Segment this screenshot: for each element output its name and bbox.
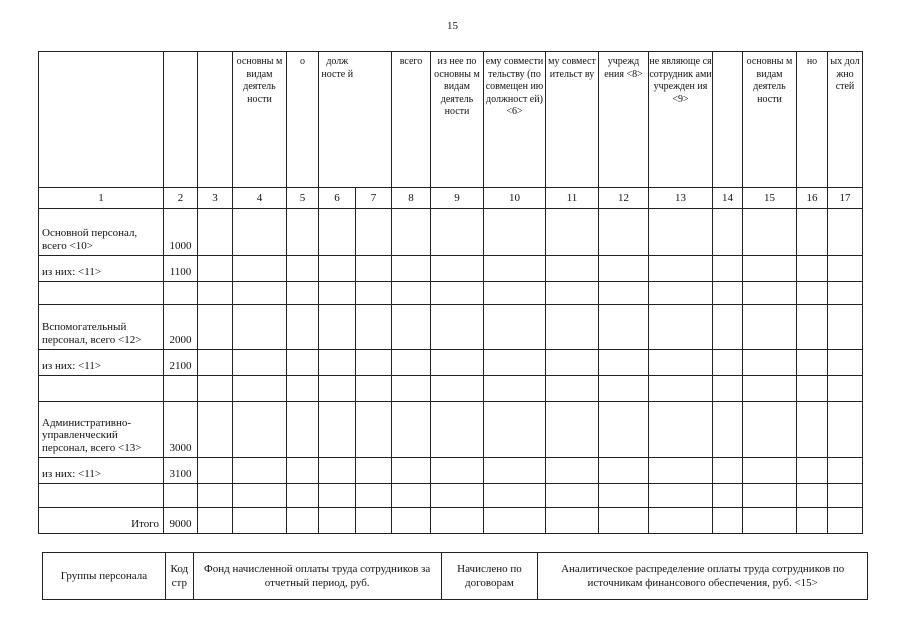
next-table-header-row bbox=[43, 553, 868, 600]
row-label-main-total: Основной персонал, всего <10> bbox=[39, 209, 164, 256]
header-cell-14 bbox=[713, 52, 743, 188]
row-code: 9000 bbox=[164, 508, 198, 534]
column-number: 1 bbox=[39, 188, 164, 209]
table-row bbox=[39, 282, 863, 305]
table-row bbox=[39, 209, 863, 256]
header-contracts: Начислено по договорам bbox=[441, 553, 538, 600]
row-code: 1100 bbox=[164, 256, 198, 282]
header-cell-10: ему совмести тельству (по совмещен ию должност ей) <6> bbox=[484, 52, 546, 188]
column-number-row bbox=[39, 188, 863, 209]
column-number: 5 bbox=[287, 188, 319, 209]
row-code: 2000 bbox=[164, 305, 198, 350]
next-table-header bbox=[42, 552, 868, 600]
column-number: 13 bbox=[649, 188, 713, 209]
table-row bbox=[39, 376, 863, 402]
row-label-aux-sub: из них: <11> bbox=[39, 350, 164, 376]
table-row bbox=[39, 305, 863, 350]
table-row bbox=[39, 402, 863, 458]
column-number: 6 bbox=[319, 188, 356, 209]
header-cell-6: долж носте й bbox=[319, 52, 356, 188]
page-number: 15 bbox=[447, 20, 458, 32]
column-number: 2 bbox=[164, 188, 198, 209]
header-cell-17: ых дол жно стей bbox=[828, 52, 863, 188]
header-cell-5: о bbox=[287, 52, 319, 188]
table-row bbox=[39, 256, 863, 282]
column-number: 10 bbox=[484, 188, 546, 209]
column-number: 4 bbox=[233, 188, 287, 209]
staff-pay-table bbox=[38, 51, 863, 534]
header-code: Код стр bbox=[165, 553, 193, 600]
column-number: 11 bbox=[546, 188, 599, 209]
header-groups: Группы персонала bbox=[43, 553, 166, 600]
column-number: 12 bbox=[599, 188, 649, 209]
column-number: 16 bbox=[797, 188, 828, 209]
row-label-main-sub: из них: <11> bbox=[39, 256, 164, 282]
table-row bbox=[39, 508, 863, 534]
header-cell-12: учрежд ения <8> bbox=[599, 52, 649, 188]
column-number: 7 bbox=[356, 188, 392, 209]
header-row bbox=[39, 52, 863, 188]
table-row bbox=[39, 458, 863, 484]
row-code: 1000 bbox=[164, 209, 198, 256]
header-cell-3 bbox=[198, 52, 233, 188]
header-cell-2 bbox=[164, 52, 198, 188]
column-number: 8 bbox=[392, 188, 431, 209]
header-cell-4: основны м видам деятель ности bbox=[233, 52, 287, 188]
table-row bbox=[39, 350, 863, 376]
header-cell-7 bbox=[356, 52, 392, 188]
column-number: 9 bbox=[431, 188, 484, 209]
row-label-aux-total: Вспомогательный персонал, всего <12> bbox=[39, 305, 164, 350]
row-code: 3000 bbox=[164, 402, 198, 458]
header-analytic: Аналитическое распределение оплаты труда сотрудников по источникам финансового обеспечения, руб. <15> bbox=[538, 553, 868, 600]
column-number: 3 bbox=[198, 188, 233, 209]
row-label-admin-sub: из них: <11> bbox=[39, 458, 164, 484]
header-cell-13: не являюще ся сотрудник ами учрежден ия <9> bbox=[649, 52, 713, 188]
header-cell-1 bbox=[39, 52, 164, 188]
column-number: 14 bbox=[713, 188, 743, 209]
header-cell-8: всего bbox=[392, 52, 431, 188]
header-cell-11: му совмест ительст ву bbox=[546, 52, 599, 188]
row-code: 2100 bbox=[164, 350, 198, 376]
row-label-grand-total: Итого bbox=[39, 508, 164, 534]
column-number: 15 bbox=[743, 188, 797, 209]
header-cell-15: основны м видам деятель ности bbox=[743, 52, 797, 188]
header-cell-9: из нее по основны м видам деятель ности bbox=[431, 52, 484, 188]
table-row bbox=[39, 484, 863, 508]
column-number: 17 bbox=[828, 188, 863, 209]
row-code: 3100 bbox=[164, 458, 198, 484]
header-fund: Фонд начисленной оплаты труда сотрудников за отчетный период, руб. bbox=[193, 553, 441, 600]
header-cell-16: но bbox=[797, 52, 828, 188]
row-label-admin-total: Административно-управленческий персонал, всего <13> bbox=[39, 402, 164, 458]
